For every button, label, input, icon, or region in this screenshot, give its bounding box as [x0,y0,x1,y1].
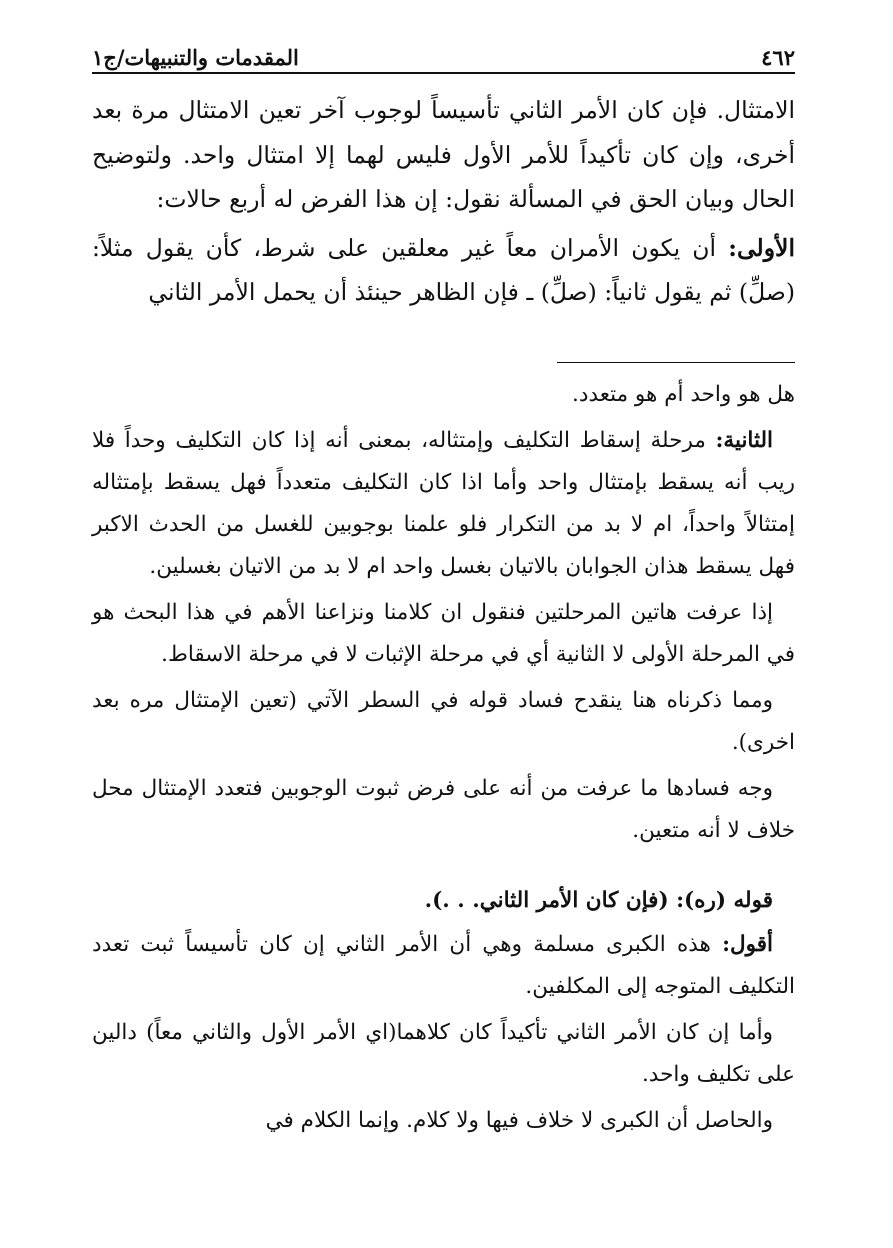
commentary-paragraph-1 [92,420,795,588]
aqulu-label: أقول: [722,932,773,957]
commentary-paragraph-7: والحاصل أن الكبرى لا خلاف فيها ولا كلام. وإنما الكلام في [265,1108,773,1133]
running-title: المقدمات والتنبيهات/ج١ [92,45,299,70]
main-text [92,88,795,315]
case-label-second: الثانية: [715,428,773,453]
main-paragraph-1: الامتثال. فإن كان الأمر الثاني تأسيساً لوجوب آخر تعين الامتثال مرة بعد أخرى، وإن كان تأكيداً للأمر الأول فليس لهما إلا امتثال واحد. ولتوضيح الحال وبيان الحق في المسألة نقول: إن هذا الفرض له أربع حالات: [92,96,795,213]
footnote-separator [557,362,795,363]
page-number: ٤٦٢ [761,45,795,70]
page-header [92,30,795,70]
main-paragraph-2 [92,226,795,315]
commentary-paragraph-5-text: هذه الكبرى مسلمة وهي أن الأمر الثاني إن كان تأسيساً ثبت تعدد التكليف المتوجه إلى المكلفين. [92,932,795,999]
commentary-paragraph-4: وجه فسادها ما عرفت من أنه على فرض ثبوت الوجوبين فتعدد الإمتثال محل خلاف لا أنه متعين. [92,776,795,843]
case-label-first: الأولى: [728,233,795,262]
commentary-paragraph-1-text: مرحلة إسقاط التكليف وإمتثاله، بمعنى أنه إذا كان التكليف وحداً فلا ريب أنه يسقط بإمتثال واحد وأما اذا كان التكليف متعدداً فهل يسقط بإمتثاله إمتثالاً واحداً، ام لا بد من التكرار فلو علمنا بوجوبين للغسل من الحدث الاكبر فهل يسقط هذان الجوابان بالاتيان بغسل واحد ام لا بد من الاتيان بغسلين. [92,428,795,579]
commentary-paragraph-6: وأما إن كان الأمر الثاني تأكيداً كان كلاهما(اي الأمر الأول والثاني معاً) دالين على تكليف واحد. [92,1020,795,1087]
commentary-paragraph-3: ومما ذكرناه هنا ينقدح فساد قوله في السطر الآتي (تعين الإمتثال مره بعد اخرى). [92,688,795,755]
main-paragraph-2-text: أن يكون الأمران معاً غير معلقين على شرط، كأن يقول مثلاً: (صلِّ) ثم يقول ثانياً: (صلِّ) ـ فإن الظاهر حينئذ أن يحمل الأمر الثاني [92,233,795,306]
commentary-paragraph-2: إذا عرفت هاتين المرحلتين فنقول ان كلامنا ونزاعنا الأهم في هذا البحث هو في المرحلة الأولى لا الثانية أي في مرحلة الإثبات لا في مرحلة الاسقاط. [92,600,795,667]
quoted-heading: قوله (ره): (فإن كان الأمر الثاني. . .). [424,888,773,913]
commentary-paragraph-5 [92,924,795,1008]
commentary-line-0: هل هو واحد أم هو متعدد. [572,382,795,407]
header-rule [92,72,795,74]
commentary [92,374,795,1142]
